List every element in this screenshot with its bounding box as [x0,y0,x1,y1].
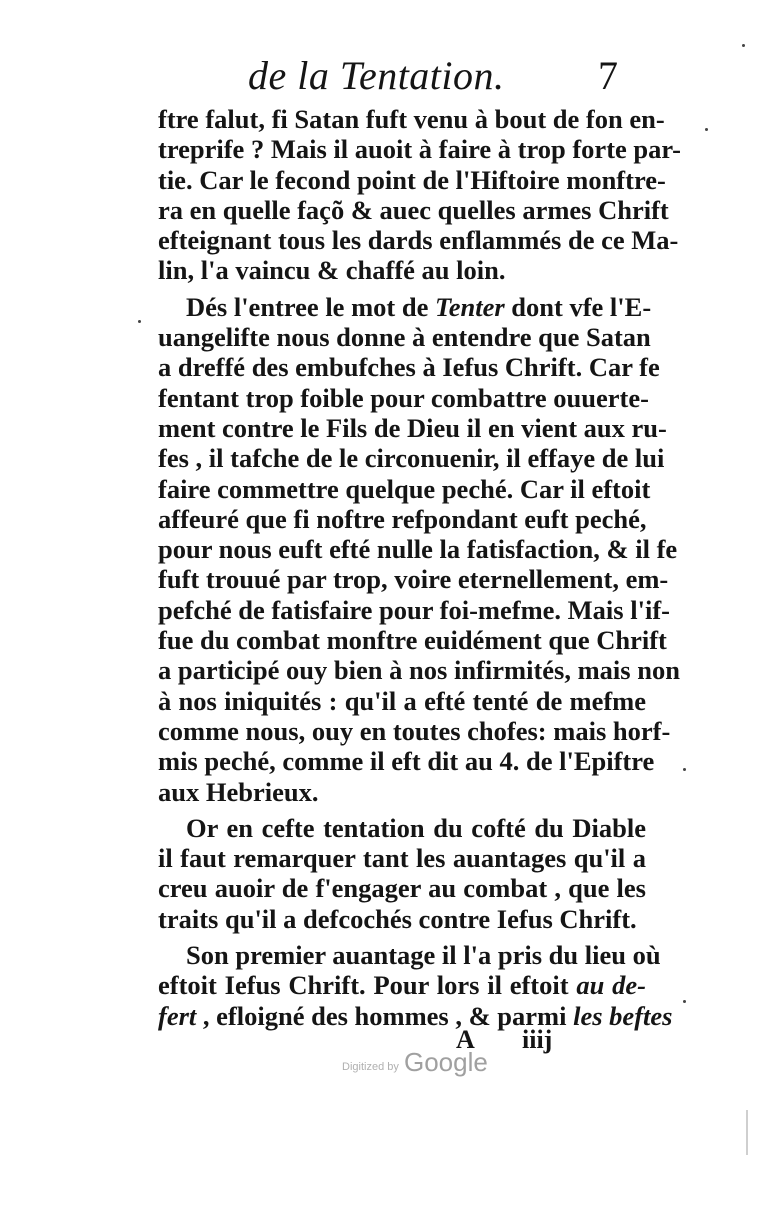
text-line: uangelifte nous donne à entendre que Satan [158,322,651,353]
signature-letter: A [456,1025,475,1054]
text-line: mis peché, comme il eft dit au 4. de l'Epiftre [158,746,655,777]
text-line: eftoit Iefus Chrift. Pour lors il eftoit au de- [158,970,646,1001]
scan-speck [138,320,141,323]
text-line: affeuré que fi noftre refpondant euft peché, [158,503,647,534]
watermark-prefix: Digitized by [342,1061,399,1073]
page-number: 7 [598,53,618,98]
text-line: Or en cefte tentation du cofté du Diable [186,812,646,843]
text-line: a dreffé des embufches à Iefus Chrift. Car fe [158,352,660,383]
scan-edge-mark [746,1110,748,1155]
text-line: fue du combat monftre euidément que Chrift [158,625,667,656]
text-line: lin, l'a vaincu & chaffé au loin. [158,255,506,286]
text-line: efteignant tous les dards enflammés de ce Ma- [158,225,679,256]
signature-number: iiij [522,1025,553,1054]
text-line: à nos iniquités : qu'il a efté tenté de mefme [158,685,646,716]
text-line: fuft trouué par trop, voire eternellement, em- [158,564,669,595]
text-line: a participé ouy bien à nos infirmités, mais non [158,655,680,686]
text-line: ra en quelle façõ & auec quelles armes Chrift [158,194,669,225]
text-line: creu auoir de f'engager au combat , que les [158,873,646,904]
text-line: treprife ? Mais il auoit à faire à trop forte par- [158,134,681,165]
text-line: pefché de fatisfaire pour foi-mefme. Mais l'if- [158,594,670,625]
text-line: il faut remarquer tant les auantages qu'il a [158,843,646,874]
scan-speck [683,1000,686,1003]
digitization-watermark [340,1047,520,1087]
text-line: traits qu'il a defcochés contre Iefus Chrift. [158,903,637,934]
text-line: Son premier auantage il l'a pris du lieu où [186,940,661,971]
scan-speck [683,768,686,771]
text-line: ftre falut, fi Satan fuft venu à bout de fon en- [158,104,665,134]
scan-speck [705,128,708,131]
running-title: de la Tentation. [248,53,505,98]
text-line: fentant trop foible pour combattre ouuerte- [158,382,649,413]
text-line: ment contre le Fils de Dieu il en vient aux ru- [158,412,667,443]
text-line: pour nous euft efté nulle la fatisfaction, & il fe [158,534,678,565]
text-line: Dés l'entree le mot de Tenter dont vfe l'E- [186,291,652,322]
scan-speck [742,44,745,47]
watermark-brand: Google [404,1047,488,1077]
text-line: comme nous, ouy en toutes chofes: mais horf- [158,715,671,746]
text-line: fes , il tafche de le circonuenir, il effaye de lui [158,443,665,474]
text-line: faire commettre quelque peché. Car il eftoit [158,473,651,504]
text-line: aux Hebrieux. [158,776,319,807]
body-text [158,104,681,1031]
text-line: tie. Car le fecond point de l'Hiftoire monftre- [158,164,666,195]
text-line: fert , efloigné des hommes , & parmi les beftes [158,1000,673,1031]
running-head [150,48,630,104]
